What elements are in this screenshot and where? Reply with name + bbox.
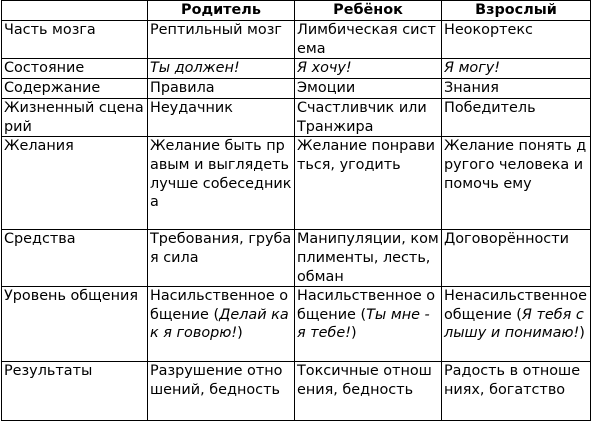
comparison-table (1, 0, 591, 421)
cell-parent (148, 287, 295, 362)
cell-parent: Разрушение отношений, бедность (148, 362, 295, 421)
cell-child: Лимбическая система (295, 21, 442, 59)
row-label: Часть мозга (2, 21, 148, 59)
row-label: Желания (2, 137, 148, 230)
row-life-script (2, 99, 591, 137)
cell-adult: Победитель (442, 99, 591, 137)
cell-parent: Ты должен! (148, 59, 295, 79)
cell-parent: Правила (148, 79, 295, 99)
header-corner (2, 1, 148, 21)
cell-main-text: Насильственное общение (297, 288, 436, 323)
cell-quote: Ты мне - я тебе! (297, 306, 430, 342)
cell-parent: Рептильный мозг (148, 21, 295, 59)
cell-adult: Неокортекс (442, 21, 591, 59)
paren-open: ( (213, 306, 220, 323)
row-desires (2, 137, 591, 230)
row-communication-level (2, 287, 591, 362)
paren-close: ) (579, 325, 585, 342)
row-label: Уровень общения (2, 287, 148, 362)
cell-parent: Неудачник (148, 99, 295, 137)
cell-adult: Желание понять другого человека и помочь ему (442, 137, 591, 230)
paren-close: ) (350, 325, 357, 342)
cell-child: Я хочу! (295, 59, 442, 79)
cell-parent: Желание быть правым и выглядеть лучше собеседника (148, 137, 295, 230)
paren-open: ( (360, 306, 367, 323)
row-label: Результаты (2, 362, 148, 421)
cell-adult: Радость в отношениях, богатство (442, 362, 591, 421)
cell-adult: Знания (442, 79, 591, 99)
cell-quote: Делай как я говорю! (150, 306, 289, 342)
row-label: Содержание (2, 79, 148, 99)
cell-child: Счастливчик или Транжира (295, 99, 442, 137)
cell-quote: Я тебя слышу и понимаю! (444, 306, 584, 342)
cell-child: Желание понравиться, угодить (295, 137, 442, 230)
row-results (2, 362, 591, 421)
row-state (2, 59, 591, 79)
cell-adult: Я могу! (442, 59, 591, 79)
cell-main-text: Насильственное общение (150, 288, 289, 323)
cell-adult: Договорённости (442, 230, 591, 287)
cell-adult (442, 287, 591, 362)
cell-child: Эмоции (295, 79, 442, 99)
paren-open: ( (516, 306, 522, 323)
header-child: Ребёнок (295, 1, 442, 21)
cell-main-text: Ненасильственное общение (444, 288, 587, 323)
row-label: Жизненный сценарий (2, 99, 148, 137)
row-label: Состояние (2, 59, 148, 79)
cell-child (295, 287, 442, 362)
header-row (2, 1, 591, 21)
cell-parent: Требования, грубая сила (148, 230, 295, 287)
row-content (2, 79, 591, 99)
row-label: Средства (2, 230, 148, 287)
cell-child: Манипуляции, комплименты, лесть, обман (295, 230, 442, 287)
row-means (2, 230, 591, 287)
cell-child: Токсичные отношения, бедность (295, 362, 442, 421)
paren-close: ) (237, 325, 243, 342)
header-adult: Взрослый (442, 1, 591, 21)
header-parent: Родитель (148, 1, 295, 21)
row-brain-part (2, 21, 591, 59)
